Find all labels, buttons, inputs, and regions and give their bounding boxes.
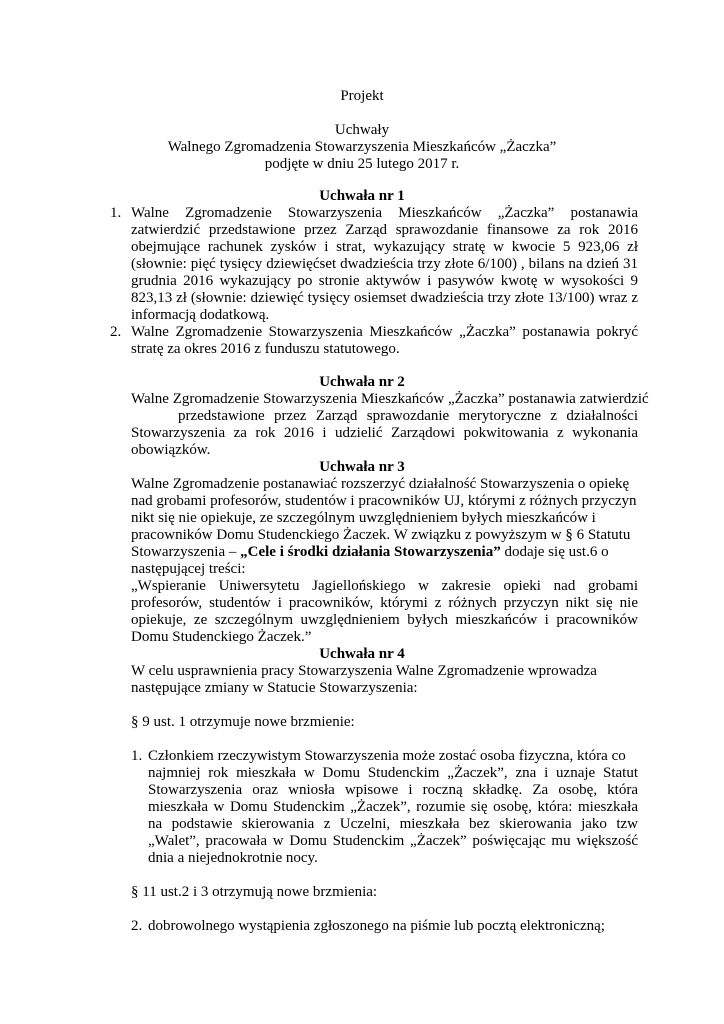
resolution-3-line-5-post: dodaje się ust.6 o	[500, 544, 609, 560]
resolution-1-item-2-text: Walne Zgromadzenie Stowarzyszenia Mieszkańców „Żaczka” postanawia pokryć stratę za okres 2016 z funduszu statutowego.	[131, 324, 638, 357]
resolution-3-title: Uchwała nr 3	[319, 459, 405, 475]
resolution-1-item-1-number: 1.	[110, 205, 122, 221]
resolution-3-line-1: Walne Zgromadzenie postanawiać rozszerzyć działalność Stowarzyszenia o opiekę	[131, 476, 630, 492]
resolution-2-rest: Stowarzyszenia za rok 2016 i udzielić Zarządowi pokwitowania z wykonania obowiązków.	[131, 425, 638, 458]
resolution-3-line-3: nikt się nie opiekuje, ze szczególnym uwzględnieniem byłych mieszkańców i	[131, 510, 596, 526]
resolution-4-item-1-number: 1.	[131, 748, 143, 764]
resolution-3-line-2: nad grobami profesorów, studentów i pracowników UJ, którymi z różnych przyczyn	[131, 493, 637, 509]
resolution-4-item-1-line-1: Członkiem rzeczywistym Stowarzyszenia może zostać osoba fizyczna, która co	[148, 748, 626, 764]
resolution-4-intro-line-1: W celu usprawnienia pracy Stowarzyszenia Walne Zgromadzenie wprowadza	[131, 663, 597, 679]
resolution-3-line-4: pracowników Domu Studenckiego Żaczek. W związku z powyższym w § 6 Statutu	[131, 527, 631, 543]
resolution-3-line-6: następującej treści:	[131, 561, 246, 577]
resolution-1-title: Uchwała nr 1	[319, 188, 405, 204]
resolution-2-line-2: przedstawione przez Zarząd sprawozdanie merytoryczne z działalności	[178, 408, 638, 424]
resolution-4-item-1-rest: najmniej rok mieszkała w Domu Studenckim „Żaczek”, zna i uznaje Statut Stowarzyszenia oraz wniosła wpisowe i roczną składkę. Za osobę, która mieszkała w Domu Studenckim „Żaczek”, rozumie się osobę, która: mieszkała na podstawie skierowania z Uczelni, mieszkała bez skierowania jako tzw „Walet”, pracowała w Domu Studenckim „Żaczek” poświęcając mu większość dnia a niejednokrotnie nocy.	[148, 765, 638, 866]
resolution-4-intro-line-2: następujące zmiany w Statucie Stowarzyszenia:	[131, 680, 418, 696]
organization-heading: Walnego Zgromadzenia Stowarzyszenia Mieszkańców „Żaczka”	[167, 139, 557, 155]
resolution-3-quote: „Wspieranie Uniwersytetu Jagiellońskiego w zakresie opieki nad grobami profesorów, studentów i pracowników, którymi z różnych przyczyn nikt się nie opiekuje, ze szczególnym uwzględnieniem byłych mieszkańców i pracowników Domu Studenckiego Żaczek.”	[131, 578, 638, 645]
resolution-3-line-5-pre: Stowarzyszenia –	[131, 544, 241, 560]
projekt-label: Projekt	[340, 88, 384, 104]
resolution-4-section-9: § 9 ust. 1 otrzymuje nowe brzmienie:	[131, 714, 355, 730]
resolution-4-item-2-text: dobrowolnego wystąpienia zgłoszonego na piśmie lub pocztą elektroniczną;	[148, 918, 605, 934]
date-heading: podjęte w dniu 25 lutego 2017 r.	[264, 156, 460, 172]
resolution-1-item-1-text: Walne Zgromadzenie Stowarzyszenia Mieszkańców „Żaczka” postanawia zatwierdzić przedstawione przez Zarząd sprawozdanie finansowe za rok 2016 obejmujące rachunek zysków i strat, wykazujący stratę w kwocie 5 923,06 zł (słownie: pięć tysięcy dziewięćset dwadzieścia trzy złote 6/100) , bilans na dzień 31 grudnia 2016 wykazujący po stronie aktywów i pasywów kwotę w wysokości 9 823,13 zł (słownie: dziewięć tysięcy osiemset dwadzieścia trzy złote 13/100) wraz z informacją dodatkową.	[131, 205, 638, 323]
resolution-4-section-11: § 11 ust.2 i 3 otrzymują nowe brzmienia:	[131, 884, 378, 900]
resolution-2-title: Uchwała nr 2	[319, 374, 405, 390]
resolution-4-item-2-number: 2.	[131, 918, 143, 934]
resolution-3-line-5	[131, 544, 609, 561]
uchwaly-heading: Uchwały	[334, 122, 390, 138]
resolution-4-title: Uchwała nr 4	[319, 646, 405, 662]
resolution-1-item-2-number: 2.	[110, 324, 122, 340]
resolution-2-line-1: Walne Zgromadzenie Stowarzyszenia Mieszkańców „Żaczka” postanawia zatwierdzić	[131, 391, 649, 407]
resolution-3-statute-chapter: „Cele i środki działania Stowarzyszenia”	[240, 544, 501, 560]
